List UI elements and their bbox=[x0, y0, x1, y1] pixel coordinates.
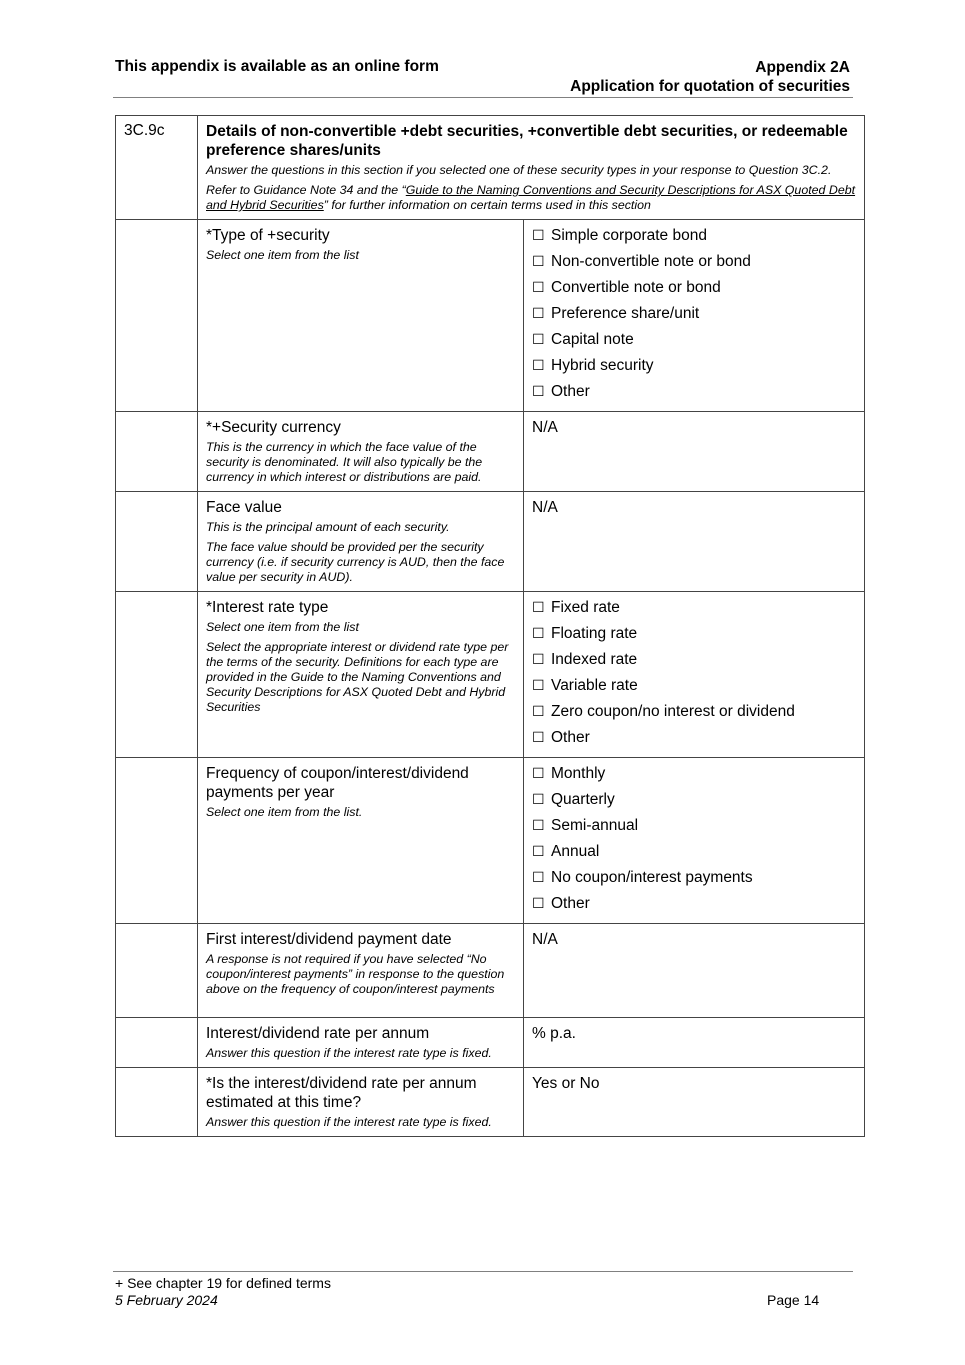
question-label: Face value bbox=[206, 499, 282, 516]
checkbox-icon[interactable]: ☐ bbox=[532, 704, 545, 720]
option-label: Zero coupon/no interest or dividend bbox=[551, 703, 795, 720]
checkbox-icon[interactable]: ☐ bbox=[532, 280, 545, 296]
row-number-empty bbox=[116, 412, 198, 492]
option-label: No coupon/interest payments bbox=[551, 869, 753, 886]
first-payment-date-row bbox=[116, 924, 865, 1018]
security-currency-row bbox=[116, 412, 865, 492]
option-annual[interactable] bbox=[532, 839, 856, 865]
option-label: Convertible note or bond bbox=[551, 279, 721, 296]
rate-estimated-answer[interactable]: Yes or No bbox=[524, 1068, 865, 1137]
option-label: Non-convertible note or bond bbox=[551, 253, 751, 270]
checkbox-icon[interactable]: ☐ bbox=[532, 678, 545, 694]
footer bbox=[115, 1275, 331, 1309]
checkbox-icon[interactable]: ☐ bbox=[532, 818, 545, 834]
checkbox-icon[interactable]: ☐ bbox=[532, 626, 545, 642]
question-note: Select the appropriate interest or dividend rate type per the terms of the security. Definitions for each type are provided in the Guide to the Naming Conventions and Security Descriptions for ASX Quoted Debt and Hybrid Securities bbox=[206, 640, 509, 714]
option-hybrid-security[interactable] bbox=[532, 353, 856, 379]
question-note: Select one item from the list bbox=[206, 620, 359, 634]
row-number-empty bbox=[116, 220, 198, 412]
security-type-options bbox=[524, 220, 865, 412]
rate-per-annum-question bbox=[198, 1018, 524, 1068]
option-label: Capital note bbox=[551, 331, 634, 348]
option-label: Hybrid security bbox=[551, 357, 654, 374]
option-label: Variable rate bbox=[551, 677, 638, 694]
rate-estimated-row bbox=[116, 1068, 865, 1137]
question-note: Select one item from the list. bbox=[206, 805, 363, 819]
checkbox-icon[interactable]: ☐ bbox=[532, 306, 545, 322]
section-note: Answer the questions in this section if you selected one of these security types in your response to Question 3C.2. bbox=[206, 163, 832, 177]
option-other[interactable] bbox=[532, 891, 856, 917]
face-value-question bbox=[198, 492, 524, 592]
security-currency-question bbox=[198, 412, 524, 492]
checkbox-icon[interactable]: ☐ bbox=[532, 896, 545, 912]
row-number-empty bbox=[116, 492, 198, 592]
face-value-row bbox=[116, 492, 865, 592]
payment-frequency-options bbox=[524, 758, 865, 924]
question-label: *+Security currency bbox=[206, 419, 341, 436]
rate-per-annum-answer[interactable]: % p.a. bbox=[524, 1018, 865, 1068]
face-value-answer[interactable]: N/A bbox=[524, 492, 865, 592]
option-capital-note[interactable] bbox=[532, 327, 856, 353]
security-type-question bbox=[198, 220, 524, 412]
payment-frequency-row bbox=[116, 758, 865, 924]
header-divider bbox=[113, 97, 853, 98]
checkbox-icon[interactable]: ☐ bbox=[532, 766, 545, 782]
rate-estimated-question bbox=[198, 1068, 524, 1137]
checkbox-icon[interactable]: ☐ bbox=[532, 730, 545, 746]
reference-suffix: ” for further information on certain terms used in this section bbox=[323, 198, 651, 212]
question-note: This is the principal amount of each security. bbox=[206, 520, 450, 534]
checkbox-icon[interactable]: ☐ bbox=[532, 228, 545, 244]
option-non-convertible-note[interactable] bbox=[532, 249, 856, 275]
option-label: Other bbox=[551, 383, 590, 400]
option-simple-corporate-bond[interactable] bbox=[532, 223, 856, 249]
question-label: Interest/dividend rate per annum bbox=[206, 1025, 430, 1042]
option-quarterly[interactable] bbox=[532, 787, 856, 813]
footer-date: 5 February 2024 bbox=[115, 1292, 218, 1308]
first-payment-date-answer[interactable]: N/A bbox=[524, 924, 865, 1018]
row-number-empty bbox=[116, 758, 198, 924]
question-note: This is the currency in which the face value of the security is denominated. It will also typically be the currency in which interest or distributions are paid. bbox=[206, 440, 483, 484]
question-note: Answer this question if the interest rate type is fixed. bbox=[206, 1046, 492, 1060]
rate-per-annum-row bbox=[116, 1018, 865, 1068]
option-monthly[interactable] bbox=[532, 761, 856, 787]
payment-frequency-question bbox=[198, 758, 524, 924]
option-variable-rate[interactable] bbox=[532, 673, 856, 699]
option-label: Quarterly bbox=[551, 791, 615, 808]
option-label: Floating rate bbox=[551, 625, 638, 642]
appendix-subtitle: Application for quotation of securities bbox=[570, 78, 850, 95]
row-number-empty bbox=[116, 592, 198, 758]
section-header bbox=[198, 116, 865, 220]
section-title: Details of non-convertible +debt securities, +convertible debt securities, or redeemable preference shares/units bbox=[206, 123, 848, 159]
appendix-label: Appendix 2A bbox=[755, 59, 850, 76]
option-label: Annual bbox=[551, 843, 600, 860]
checkbox-icon[interactable]: ☐ bbox=[532, 792, 545, 808]
option-convertible-note[interactable] bbox=[532, 275, 856, 301]
form-table bbox=[115, 115, 865, 1137]
option-label: Simple corporate bond bbox=[551, 227, 707, 244]
section-header-row bbox=[116, 116, 865, 220]
footer-divider bbox=[113, 1271, 853, 1272]
checkbox-icon[interactable]: ☐ bbox=[532, 844, 545, 860]
question-label: Frequency of coupon/interest/dividend payments per year bbox=[206, 765, 469, 801]
row-number-empty bbox=[116, 924, 198, 1018]
reference-prefix: Refer to Guidance Note 34 and the “ bbox=[206, 183, 406, 197]
option-preference-share[interactable] bbox=[532, 301, 856, 327]
option-label: Monthly bbox=[551, 765, 606, 782]
checkbox-icon[interactable]: ☐ bbox=[532, 332, 545, 348]
option-label: Semi-annual bbox=[551, 817, 639, 834]
checkbox-icon[interactable]: ☐ bbox=[532, 600, 545, 616]
section-reference bbox=[206, 183, 856, 213]
row-number-empty bbox=[116, 1018, 198, 1068]
option-other[interactable] bbox=[532, 379, 856, 405]
interest-rate-type-question bbox=[198, 592, 524, 758]
question-label: *Is the interest/dividend rate per annum estimated at this time? bbox=[206, 1075, 477, 1111]
option-zero-coupon[interactable] bbox=[532, 699, 856, 725]
option-other[interactable] bbox=[532, 725, 856, 751]
footer-terms: + See chapter 19 for defined terms bbox=[115, 1275, 331, 1291]
checkbox-icon[interactable]: ☐ bbox=[532, 652, 545, 668]
option-label: Preference share/unit bbox=[551, 305, 700, 322]
question-note: A response is not required if you have selected “No coupon/interest payments” in response to the question above on the frequency of coupon/interest payments bbox=[206, 952, 505, 996]
question-label: First interest/dividend payment date bbox=[206, 931, 452, 948]
option-floating-rate[interactable] bbox=[532, 621, 856, 647]
section-number: 3C.9c bbox=[116, 116, 198, 220]
question-label: *Interest rate type bbox=[206, 599, 329, 616]
option-label: Other bbox=[551, 895, 590, 912]
question-note: Select one item from the list bbox=[206, 248, 359, 262]
option-fixed-rate[interactable] bbox=[532, 595, 856, 621]
row-number-empty bbox=[116, 1068, 198, 1137]
option-label: Other bbox=[551, 729, 590, 746]
first-payment-date-question bbox=[198, 924, 524, 1018]
checkbox-icon[interactable]: ☐ bbox=[532, 384, 545, 400]
option-no-coupon[interactable] bbox=[532, 865, 856, 891]
option-indexed-rate[interactable] bbox=[532, 647, 856, 673]
option-label: Indexed rate bbox=[551, 651, 638, 668]
option-label: Fixed rate bbox=[551, 599, 620, 616]
security-currency-answer[interactable]: N/A bbox=[524, 412, 865, 492]
interest-rate-type-row bbox=[116, 592, 865, 758]
checkbox-icon[interactable]: ☐ bbox=[532, 254, 545, 270]
checkbox-icon[interactable]: ☐ bbox=[532, 358, 545, 374]
page-number: Page 14 bbox=[767, 1292, 820, 1308]
checkbox-icon[interactable]: ☐ bbox=[532, 870, 545, 886]
option-semi-annual[interactable] bbox=[532, 813, 856, 839]
question-label: *Type of +security bbox=[206, 227, 330, 244]
security-type-row bbox=[116, 220, 865, 412]
header-appendix bbox=[570, 58, 850, 96]
question-note: Answer this question if the interest rate type is fixed. bbox=[206, 1115, 492, 1129]
interest-rate-type-options bbox=[524, 592, 865, 758]
header-title: This appendix is available as an online form bbox=[115, 58, 439, 75]
guide-link[interactable]: Guide to the Naming Conventions and Security Descriptions for ASX Quoted Debt and Hybrid Securities bbox=[206, 183, 856, 212]
question-note: The face value should be provided per the security currency (i.e. if security currency is AUD, then the face value per security in AUD). bbox=[206, 540, 505, 584]
